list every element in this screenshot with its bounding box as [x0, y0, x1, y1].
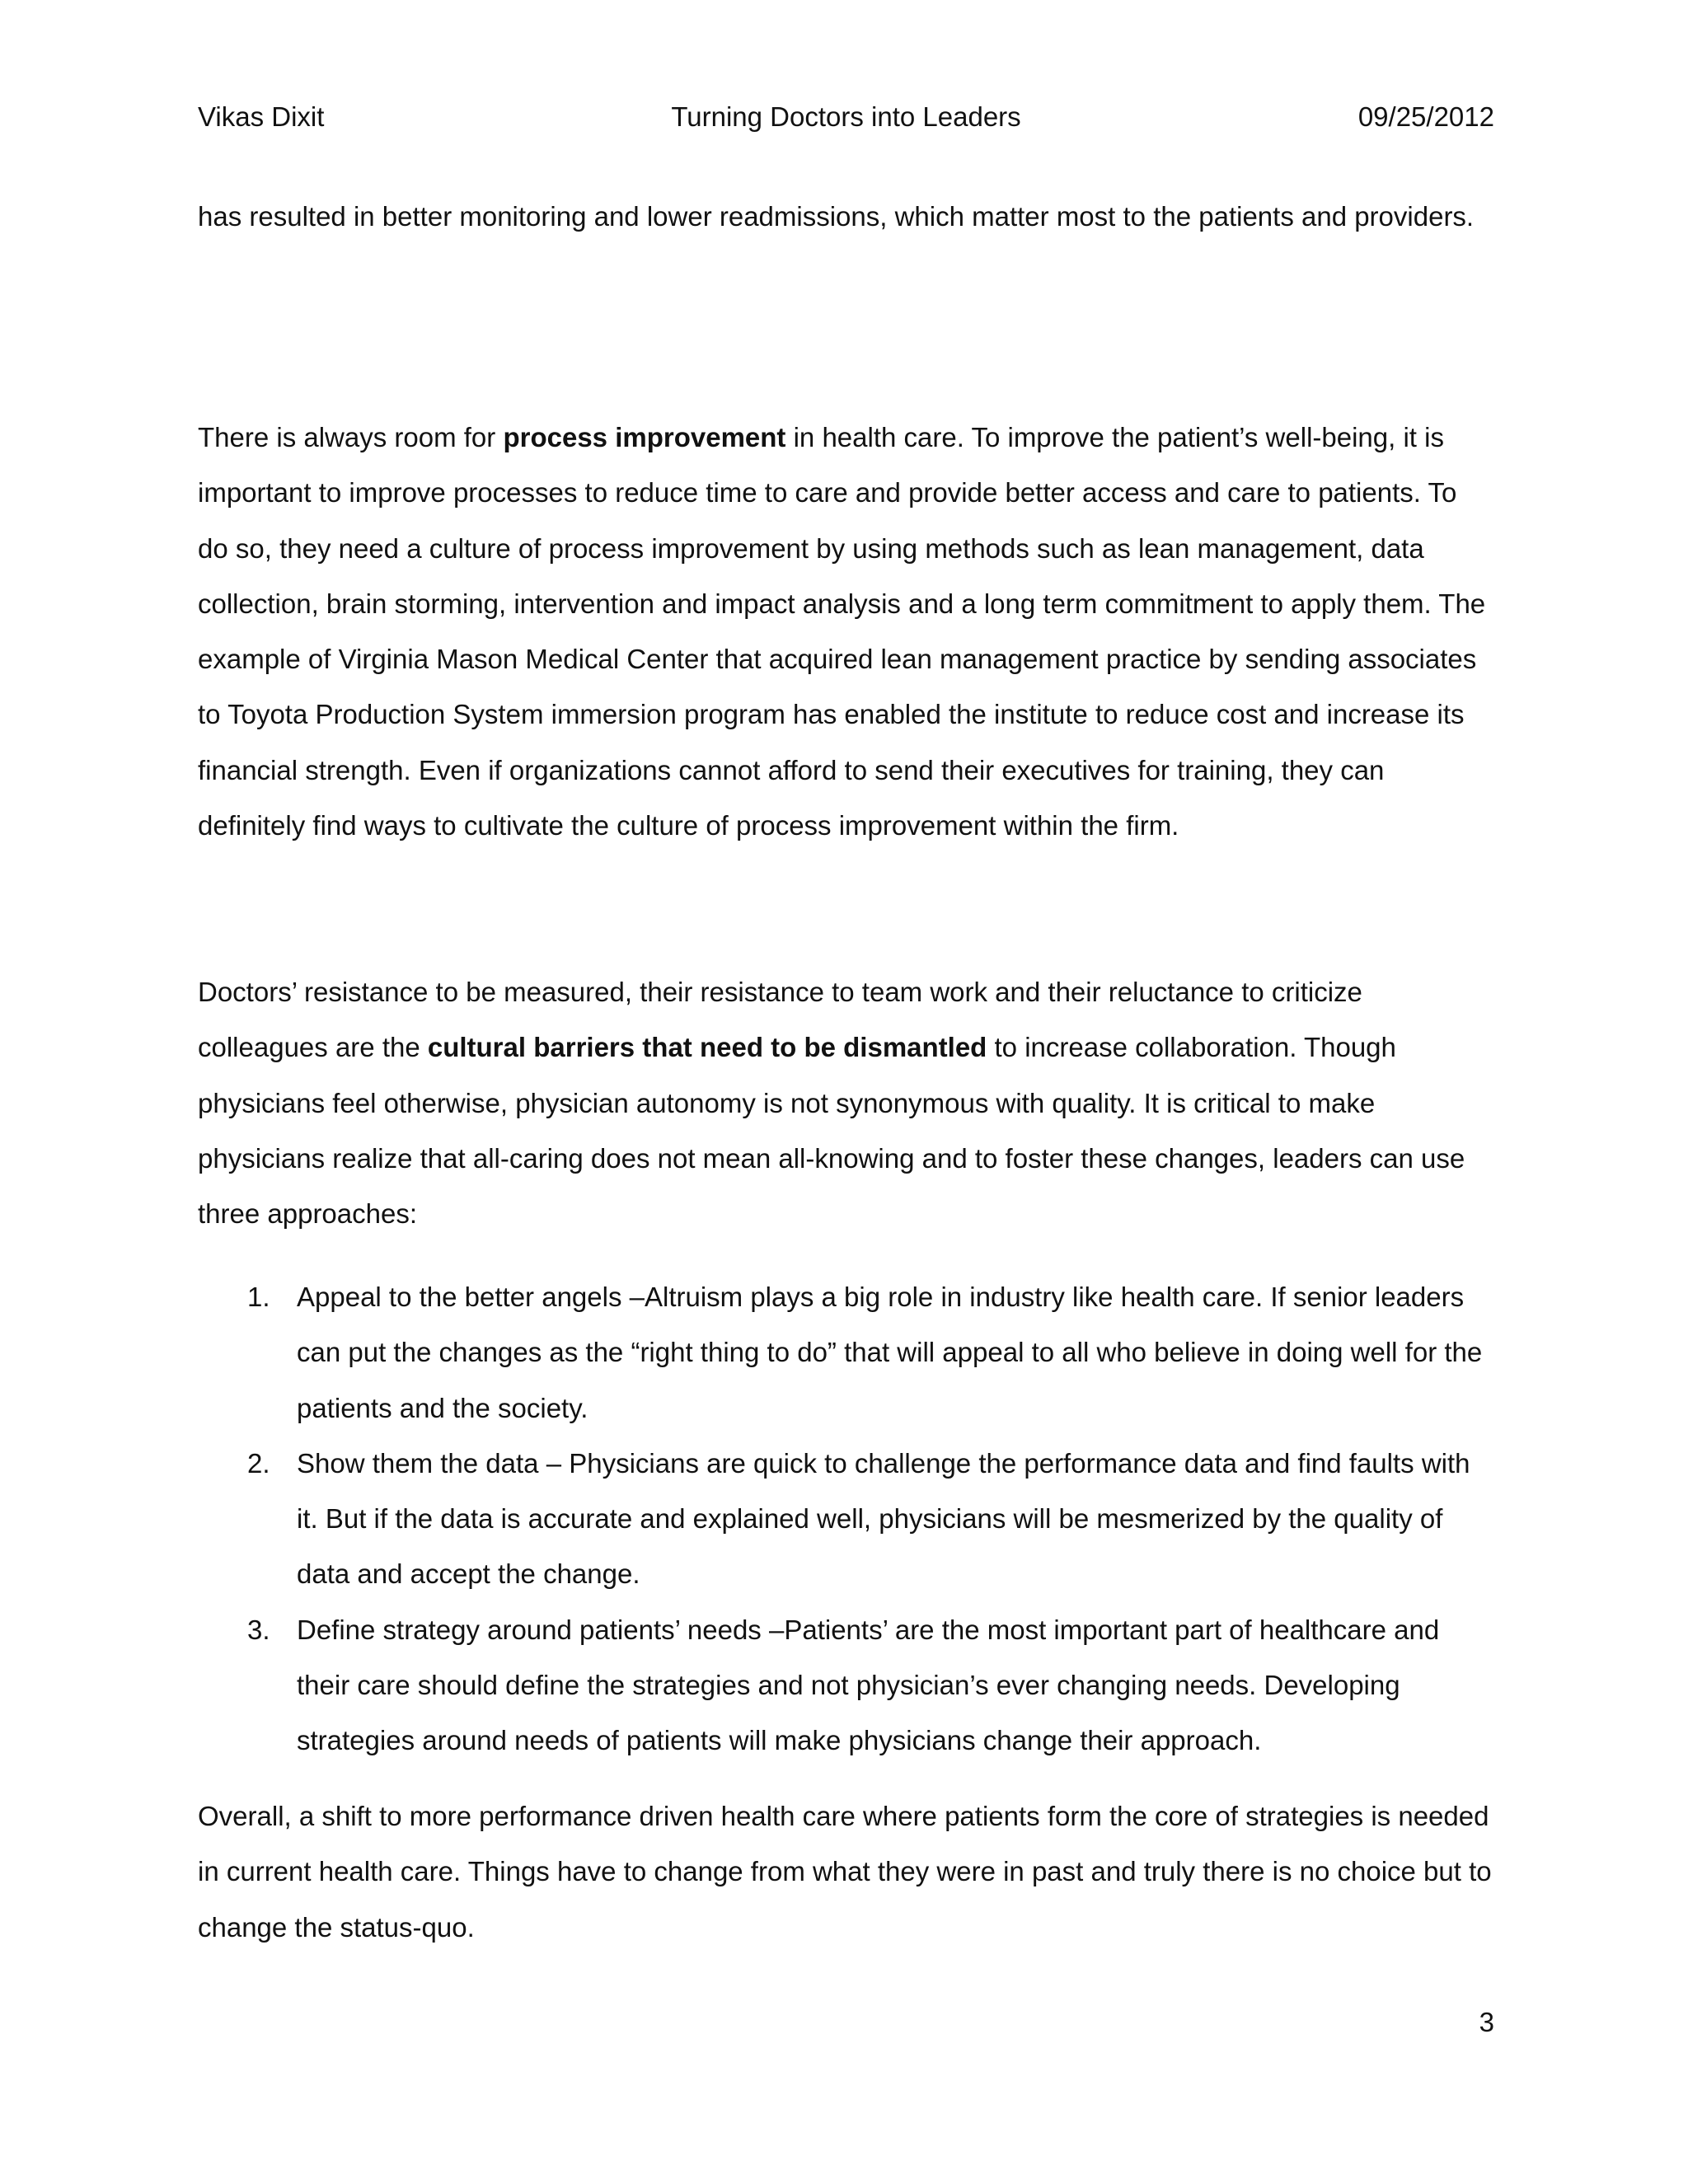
paragraph-text: has resulted in better monitoring and lower readmissions, which matter most to the patients and providers.	[198, 201, 1475, 232]
paragraph-text-start: There is always room for	[198, 422, 504, 452]
list-item-text: Show them the data – Physicians are quick to challenge the performance data and find faults with it. But if the data is accurate and explained well, physicians will be mesmerized by the quality of data and accept the change.	[297, 1447, 1470, 1590]
list-item	[198, 1602, 1494, 1769]
paragraph-conclusion	[198, 1788, 1494, 1955]
approaches-list	[198, 1269, 1494, 1769]
paragraph-process-improvement	[198, 410, 1494, 853]
paragraph-readmissions	[198, 189, 1494, 244]
bold-phrase-cultural-barriers: cultural barriers that need to be dismantled	[427, 1032, 987, 1063]
list-item	[198, 1436, 1494, 1602]
list-item-number: 3.	[247, 1614, 270, 1645]
page-number: 3	[1479, 2007, 1494, 2037]
page-header	[198, 97, 1494, 137]
list-item-text: Define strategy around patients’ needs –Patients’ are the most important part of healthcare and their care should define the strategies and not physician’s ever changing needs. Developing strategies around needs of patients will make physicians change their approach.	[297, 1614, 1440, 1756]
list-item-text: Appeal to the better angels –Altruism plays a big role in industry like health care. If senior leaders can put the changes as the “right thing to do” that will appeal to all who believe in doing well for the patients and the society.	[297, 1282, 1483, 1423]
header-title: Turning Doctors into Leaders	[671, 101, 1021, 132]
paragraph-cultural-barriers	[198, 964, 1494, 1241]
header-date: 09/25/2012	[1357, 101, 1494, 132]
header-author: Vikas Dixit	[198, 101, 325, 132]
list-item	[198, 1269, 1494, 1436]
list-item-number: 2.	[247, 1447, 270, 1479]
bold-phrase-process-improvement: process improvement	[503, 422, 786, 452]
list-item-number: 1.	[247, 1282, 270, 1312]
paragraph-text: Overall, a shift to more performance driven health care where patients form the core of strategies is needed in current health care. Things have to change from what they were in past and truly there is no choice but to change the status-quo.	[198, 1801, 1492, 1943]
paragraph-text-rest: in health care. To improve the patient’s well-being, it is important to improve processes to reduce time to care and provide better access and care to patients. To do so, they need a culture of process improvement by using methods such as lean management, data collection, brain storming, intervention and impact analysis and a long term commitment to apply them. The example of Virginia Mason Medical Center that acquired lean management practice by sending associates to Toyota Production System immersion program has enabled the institute to reduce cost and increase its financial strength. Even if organizations cannot afford to send their executives for training, they can definitely find ways to cultivate the culture of process improvement within the firm.	[198, 422, 1486, 841]
paragraph-text-rest: to increase collaboration. Though physicians feel otherwise, physician autonomy is not synonymous with quality. It is critical to make physicians realize that all-caring does not mean all-knowing and to foster these changes, leaders can use three approaches:	[198, 1032, 1465, 1230]
paragraph-text-start: Doctors’ resistance to be measured, their resistance to team work and their reluctance to criticize colleagues are the	[198, 977, 1362, 1063]
